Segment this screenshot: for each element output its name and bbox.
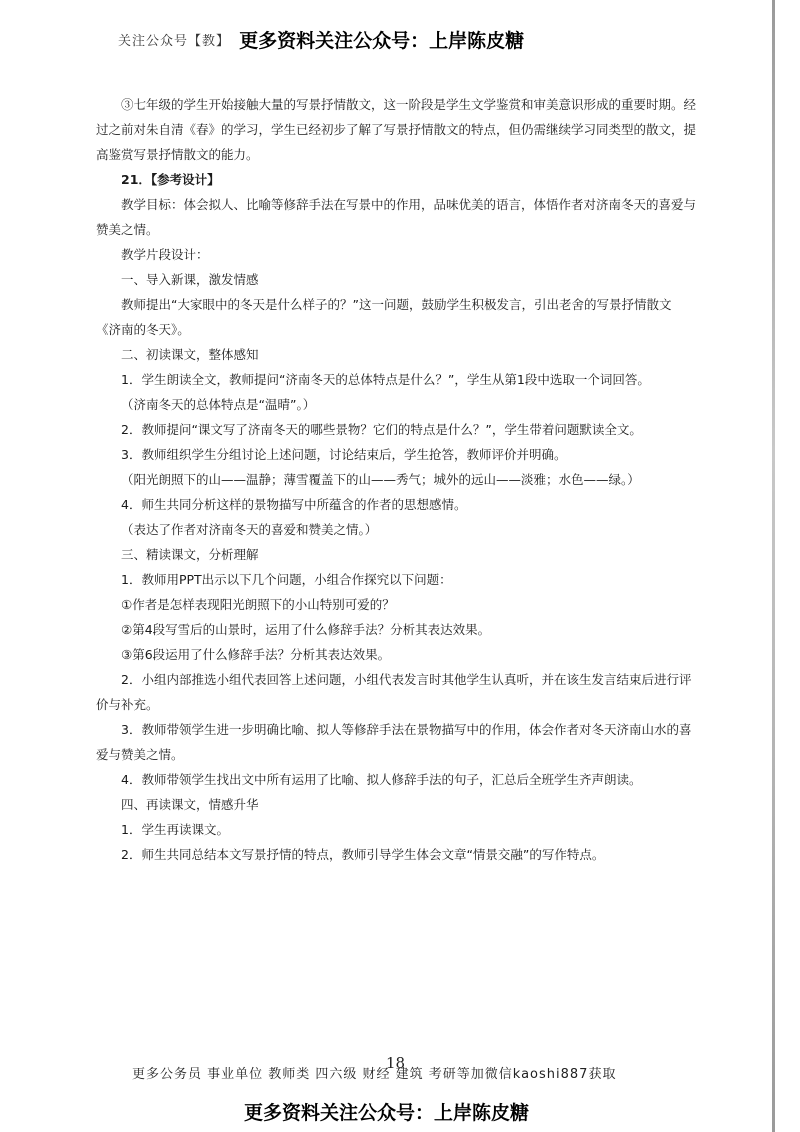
subheading: 一、导入新课，激发情感 [121,272,259,287]
paragraph: 教学片段设计： [121,247,209,262]
footer-banner: 更多资料关注公众号：上岸陈皮糖 [244,1102,530,1124]
list-note: （表达了作者对济南冬天的喜爱和赞美之情。） [121,522,378,537]
page-header [118,26,524,52]
subheading: 二、初读课文，整体感知 [121,347,259,362]
paragraph: ③七年级的学生开始接触大量的写景抒情散文，这一阶段是学生文学鉴赏和审美意识形成的重要时期。经过之前对朱自清《春》的学习，学生已经初步了解了写景抒情散文的特点，但仍需继续学习同类型的散文，提高鉴赏写景抒情散文的能力。 [96,97,697,162]
subheading: 四、再读课文，情感升华 [121,797,259,812]
list-item: 1．教师用PPT出示以下几个问题，小组合作探究以下问题： [121,572,452,587]
list-note: （济南冬天的总体特点是“温晴”。） [121,397,316,412]
list-item: 2．师生共同总结本文写景抒情的特点，教师引导学生体会文章“情景交融”的写作特点。 [121,847,605,862]
scan-edge-line [772,0,775,1132]
document-body [96,92,696,867]
question-item: ①作者是怎样表现阳光朗照下的小山特别可爱的？ [121,597,395,612]
question-item: ③第6段运用了什么修辞手法？分析其表达效果。 [121,647,391,662]
list-item: 4．教师带领学生找出文中所有运用了比喻、拟人修辞手法的句子，汇总后全班学生齐声朗读。 [121,772,642,787]
list-item: 1．学生再读课文。 [121,822,229,837]
list-item: 2．小组内部推选小组代表回答上述问题，小组代表发言时其他学生认真听，并在该生发言结束后进行评价与补充。 [96,672,692,712]
list-item: 2．教师提问“课文写了济南冬天的哪些景物？它们的特点是什么？”，学生带着问题默读全文。 [121,422,642,437]
header-small-text: 关注公众号【教】 [118,34,231,49]
footer-ad-text: 更多公务员 事业单位 教师类 四六级 财经 建筑 考研等加微信kaoshi887获取 [132,1067,617,1082]
list-item: 1．学生朗读全文，教师提问“济南冬天的总体特点是什么？”，学生从第1段中选取一个词回答。 [121,372,650,387]
list-item: 4．师生共同分析这样的景物描写中所蕴含的作者的思想感情。 [121,497,467,512]
list-note: （阳光朗照下的山——温静；薄雪覆盖下的山——秀气；城外的远山——淡雅；水色——绿。） [121,472,640,487]
page-number: 18 [386,1054,406,1072]
paragraph: 教师提出“大家眼中的冬天是什么样子的？”这一问题，鼓励学生积极发言，引出老舍的写景抒情散文《济南的冬天》。 [96,297,672,337]
paragraph: 教学目标：体会拟人、比喻等修辞手法在写景中的作用，品味优美的语言，体悟作者对济南冬天的喜爱与赞美之情。 [96,197,697,237]
question-item: ②第4段写雪后的山景时，运用了什么修辞手法？分析其表达效果。 [121,622,491,637]
list-item: 3．教师带领学生进一步明确比喻、拟人等修辞手法在景物描写中的作用，体会作者对冬天济南山水的喜爱与赞美之情。 [96,722,692,762]
section-heading: 21．【参考设计】 [121,172,220,187]
subheading: 三、精读课文，分析理解 [121,547,259,562]
header-banner: 更多资料关注公众号：上岸陈皮糖 [239,30,525,52]
list-item: 3．教师组织学生分组讨论上述问题，讨论结束后，学生抢答，教师评价并明确。 [121,447,567,462]
